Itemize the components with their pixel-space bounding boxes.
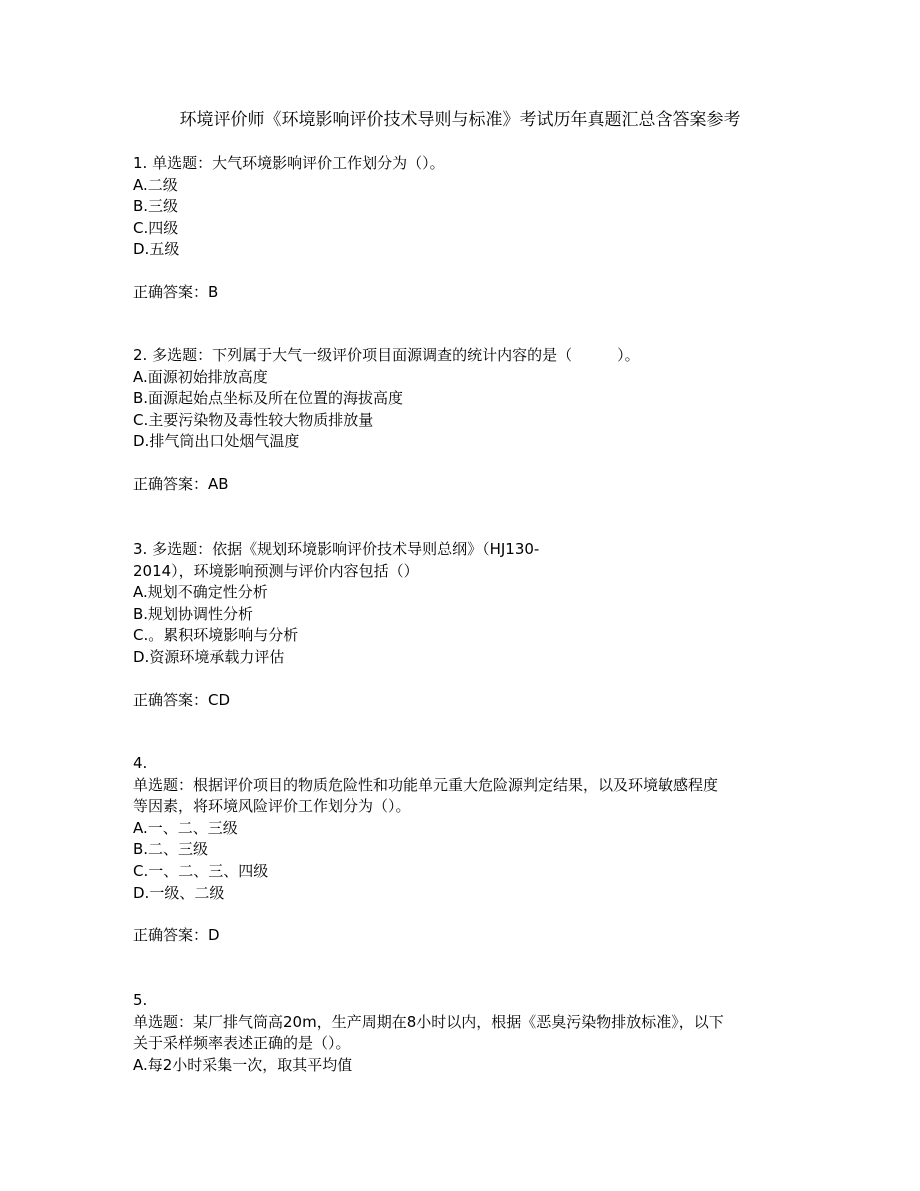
option-a: A.面源初始排放高度 [133, 367, 268, 386]
correct-answer: 正确答案：AB [133, 474, 229, 493]
option-a: A.每2小时采集一次，取其平均值 [133, 1055, 353, 1074]
option-d: D.五级 [133, 240, 180, 259]
question-number: 5. [133, 991, 148, 1009]
question-stem-line: 2014），环境影响预测与评价内容包括（） [133, 561, 419, 580]
option-b: B.二、三级 [133, 840, 209, 859]
question-2 [133, 345, 793, 496]
option-a: A.二级 [133, 175, 178, 194]
question-stem-line: 3. 多选题：依据《规划环境影响评价技术导则总纲》（HJ130- [133, 540, 540, 558]
option-c: C.主要污染物及毒性较大物质排放量 [133, 410, 374, 429]
question-4 [133, 753, 793, 947]
question-number: 4. [133, 754, 148, 772]
option-b: B.三级 [133, 197, 179, 216]
question-stem-line: 单选题：某厂排气筒高20m，生产周期在8小时以内，根据《恶臭污染物排放标准》，以下 [133, 1012, 724, 1031]
option-c: C.四级 [133, 218, 179, 237]
option-a: A.规划不确定性分析 [133, 583, 268, 602]
question-stem-line: 关于采样频率表述正确的是（）。 [133, 1034, 351, 1053]
correct-answer: 正确答案：CD [133, 690, 231, 709]
correct-answer: 正确答案：B [133, 282, 219, 301]
option-c: C.一、二、三、四级 [133, 861, 269, 880]
question-stem-line: 2. 多选题：下列属于大气一级评价项目面源调查的统计内容的是（ ）。 [133, 346, 640, 364]
correct-answer: 正确答案：D [133, 926, 220, 945]
option-a: A.一、二、三级 [133, 818, 238, 837]
question-stem-line: 等因素，将环境风险评价工作划分为（）。 [133, 797, 411, 816]
option-c: C.。累积环境影响与分析 [133, 626, 299, 645]
option-d: D.资源环境承载力评估 [133, 647, 285, 666]
option-b: B.规划协调性分析 [133, 604, 254, 623]
question-1 [133, 153, 793, 304]
option-d: D.排气筒出口处烟气温度 [133, 432, 300, 451]
question-5 [133, 990, 793, 1076]
question-3 [133, 539, 793, 711]
option-d: D.一级、二级 [133, 883, 225, 902]
option-b: B.面源起始点坐标及所在位置的海拔高度 [133, 389, 404, 408]
question-stem-line: 1. 单选题：大气环境影响评价工作划分为（）。 [133, 154, 445, 172]
question-stem-line: 单选题：根据评价项目的物质危险性和功能单元重大危险源判定结果，以及环境敏感程度 [133, 775, 719, 794]
document-title: 环境评价师《环境影响评价技术导则与标准》考试历年真题汇总含答案参考 [179, 110, 741, 130]
